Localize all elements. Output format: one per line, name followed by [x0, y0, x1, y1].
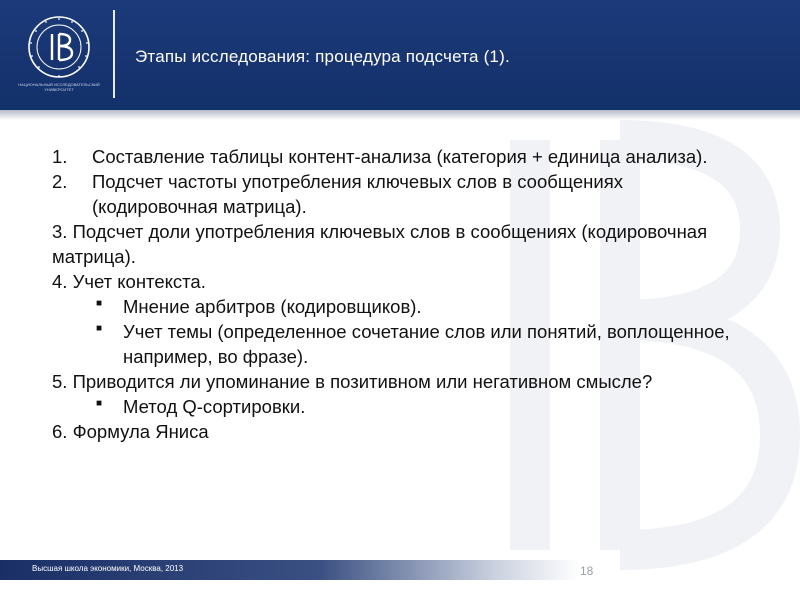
page-title: [135, 47, 510, 67]
list-item-text: Составление таблицы контент-анализа (категория + единица анализа).: [92, 146, 708, 167]
bullet-text: Учет темы (определенное сочетание слов или понятий, воплощенное, например, во фразе).: [123, 321, 730, 367]
paragraph-5: 5. Приводится ли упоминание в позитивном или негативном смысле?: [52, 371, 653, 392]
list-number: 1.: [52, 146, 68, 167]
paragraph-4: 4. Учет контекста.: [52, 271, 206, 292]
square-bullet-icon: ■: [96, 398, 103, 409]
bullet-item: [52, 294, 752, 319]
list-item-1: [52, 144, 752, 169]
paragraph-6: 6. Формула Яниса: [52, 421, 209, 442]
bullet-item: [52, 319, 752, 369]
content-body: [52, 144, 752, 444]
square-bullet-icon: ■: [96, 323, 103, 334]
list-item-2: [52, 169, 752, 219]
page-number: 18: [580, 564, 594, 578]
title-rest: : процедура подсчета (1).: [305, 47, 510, 66]
header-shadow: [0, 110, 800, 120]
title-bold: Этапы исследования: [135, 47, 306, 66]
footer-text: Высшая школа экономики, Москва, 2013: [32, 564, 184, 573]
bullet-text: Мнение арбитров (кодировщиков).: [123, 296, 422, 317]
list-number: 2.: [52, 171, 68, 192]
list-item-text: Подсчет частоты употребления ключевых слов в сообщениях (кодировочная матрица).: [92, 171, 623, 217]
paragraph-3: 3. Подсчет доли употребления ключевых слов в сообщениях (кодировочная матрица).: [52, 221, 708, 267]
bullet-text: Метод Q-сортировки.: [123, 396, 306, 417]
logo-caption: НАЦИОНАЛЬНЫЙ ИССЛЕДОВАТЕЛЬСКИЙ УНИВЕРСИТЕТ: [18, 82, 100, 92]
bullet-item: [52, 394, 752, 419]
square-bullet-icon: ■: [96, 298, 103, 309]
header-divider: [113, 10, 115, 98]
